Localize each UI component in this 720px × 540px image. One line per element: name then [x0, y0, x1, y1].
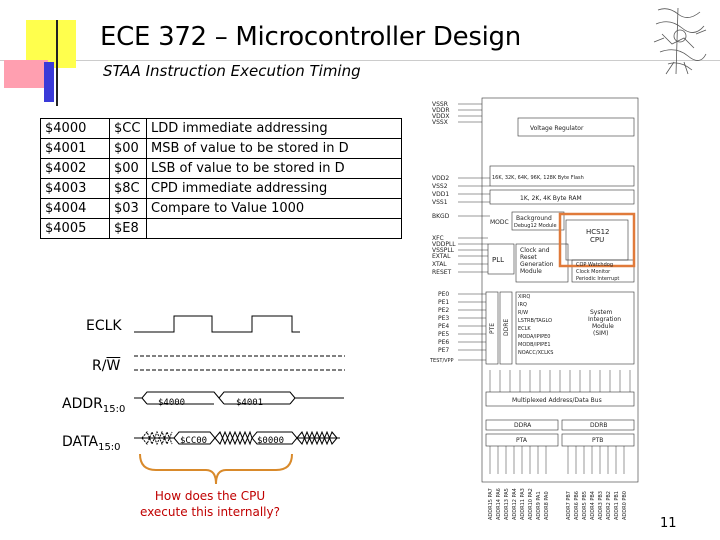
pin-pb0: ADDR0 PB0	[622, 491, 628, 520]
pin-vdd1: VDD1	[432, 191, 450, 198]
ddrb-label: DDRB	[590, 422, 608, 429]
address-cell: $4003	[41, 179, 110, 199]
pin-vdd2: VDD2	[432, 175, 450, 182]
data-value-2: $0000	[257, 436, 285, 446]
pe-signal-lstrb: LSTRB/TAGLO	[518, 318, 553, 324]
pin-pe6: PE6	[438, 339, 450, 346]
pin-pe2: PE2	[438, 307, 450, 314]
ddra-label: DDRA	[514, 422, 532, 429]
periodic-interrupt-label: Periodic Interrupt	[576, 276, 620, 282]
pin-pe0: PE0	[438, 291, 450, 298]
title-rule	[0, 60, 720, 61]
description-cell: Compare to Value 1000	[147, 199, 402, 219]
question-text	[130, 488, 290, 520]
pin-vddr: VDDR	[432, 107, 450, 114]
pe-signal-modb: MODB/IPIPE1	[518, 342, 551, 348]
clock-gen-label-2: Reset	[520, 254, 537, 261]
table-row	[41, 199, 402, 219]
pin-pa1: ADDR9 PA1	[536, 491, 542, 520]
description-cell	[147, 219, 402, 239]
cpu-label-2: CPU	[590, 236, 605, 244]
pin-pa2: ADDR10 PA2	[528, 488, 534, 520]
pe-signal-rw: R/W	[518, 310, 529, 316]
value-cell: $8C	[110, 179, 147, 199]
pin-reset: RESET	[432, 269, 452, 276]
question-line-1: How does the CPU	[154, 489, 266, 503]
address-cell: $4004	[41, 199, 110, 219]
bdm-label-2: Debug12 Module	[514, 223, 557, 229]
address-cell: $4000	[41, 119, 110, 139]
pin-pb4: ADDR4 PB4	[590, 491, 596, 520]
pta-label: PTA	[516, 437, 527, 444]
pin-pb3: ADDR3 PB3	[598, 491, 604, 520]
pin-pe4: PE4	[438, 323, 450, 330]
slide-subtitle: STAA Instruction Execution Timing	[103, 62, 361, 80]
pin-vddpll: VDDPLL	[432, 241, 456, 248]
pin-xfc: XFC	[432, 235, 444, 242]
eclk-label: ECLK	[86, 318, 122, 334]
address-cell: $4001	[41, 139, 110, 159]
clock-gen-label-3: Generation	[520, 261, 554, 268]
ddre-label: DDRE	[503, 318, 510, 336]
sim-label-3: Module	[592, 323, 614, 330]
clock-monitor-label: Clock Monitor	[576, 269, 611, 275]
pe-signal-moda: MODA/IPIPE0	[518, 334, 551, 340]
brace-bracket	[136, 452, 296, 492]
table-row	[41, 139, 402, 159]
address-cell: $4005	[41, 219, 110, 239]
ptb-label: PTB	[592, 437, 604, 444]
ram-label: 1K, 2K, 4K Byte RAM	[520, 195, 582, 202]
bus-label: Multiplexed Address/Data Bus	[512, 397, 602, 404]
table-row	[41, 119, 402, 139]
pin-pa0: ADDR8 PA0	[544, 491, 550, 520]
pte-label: PTE	[489, 322, 496, 334]
table-row	[41, 179, 402, 199]
value-cell: $00	[110, 159, 147, 179]
pin-vss2: VSS2	[432, 183, 448, 190]
value-cell: $03	[110, 199, 147, 219]
pin-vsspll: VSSPLL	[432, 247, 455, 254]
value-cell: $E8	[110, 219, 147, 239]
addr-label: $ADDR_{15:0}$	[62, 396, 126, 415]
pin-pe5: PE5	[438, 331, 450, 338]
addr-value-2: $4001	[236, 398, 264, 408]
mcu-block-diagram	[430, 94, 640, 526]
pin-pb1: ADDR1 PB1	[614, 491, 620, 520]
eclk-waveform	[134, 316, 300, 332]
cpu-label-1: HCS12	[586, 228, 610, 236]
address-cell: $4002	[41, 159, 110, 179]
pin-pe1: PE1	[438, 299, 450, 306]
value-cell: $CC	[110, 119, 147, 139]
pe-signal-irq: IRQ	[518, 302, 527, 308]
pin-vss1: VSS1	[432, 199, 448, 206]
pin-pa3: ADDR11 PA3	[520, 488, 526, 520]
description-cell: LSB of value to be stored in D	[147, 159, 402, 179]
value-cell: $00	[110, 139, 147, 159]
rw-label: $R/\overline{W}$	[92, 358, 121, 374]
pe-signal-xirq: XIRQ	[518, 294, 531, 300]
table-row	[41, 159, 402, 179]
addr-value-1: $4000	[158, 398, 186, 408]
sim-label-1: System	[590, 309, 613, 316]
timing-waveforms	[130, 310, 360, 470]
clock-gen-label-1: Clock and	[520, 247, 550, 254]
pe-signal-eclk: ECLK	[518, 326, 531, 332]
pin-pa5: ADDR13 PA5	[504, 488, 510, 520]
sim-label-2: Integration	[588, 316, 622, 323]
page-number: 11	[660, 516, 677, 531]
pin-test: TEST/VPP	[430, 358, 454, 364]
pin-pa7: ADDR15 PA7	[488, 488, 494, 520]
title-decoration-pink	[4, 60, 48, 88]
pin-pe7: PE7	[438, 347, 450, 354]
university-logo	[648, 4, 712, 80]
pll-label: PLL	[492, 256, 505, 264]
title-decoration-line	[56, 20, 58, 106]
modc-label: MODC	[490, 219, 509, 226]
clock-gen-label-4: Module	[520, 268, 542, 275]
question-line-2: execute this internally?	[140, 505, 280, 519]
data-value-1: $CC00	[180, 436, 208, 446]
description-cell: LDD immediate addressing	[147, 119, 402, 139]
pin-pb6: ADDR6 PB6	[574, 491, 580, 520]
pin-pe3: PE3	[438, 315, 450, 322]
cop-label: COP Watchdog	[576, 262, 614, 268]
pin-vssx: VSSX	[432, 119, 448, 126]
data-bus-invalid	[215, 432, 252, 444]
slide-title: ECE 372 – Microcontroller Design	[100, 22, 521, 52]
pe-signal-noacc: NOACC/XCLKS	[518, 350, 554, 356]
pin-pb5: ADDR5 PB5	[582, 491, 588, 520]
table-row	[41, 219, 402, 239]
pin-pa6: ADDR14 PA6	[496, 488, 502, 520]
pin-vddx: VDDX	[432, 113, 450, 120]
bdm-label-1: Background	[516, 215, 552, 222]
pin-pb7: ADDR7 PB7	[566, 491, 572, 520]
voltage-regulator-label: Voltage Regulator	[530, 125, 584, 132]
sim-label-4: (SIM)	[593, 330, 609, 337]
title-decoration-blue	[44, 62, 54, 102]
pin-pb2: ADDR2 PB2	[606, 491, 612, 520]
flash-label: 16K, 32K, 64K, 96K, 128K Byte Flash	[492, 175, 584, 181]
pin-xtal: XTAL	[432, 261, 447, 268]
pin-extal: EXTAL	[432, 253, 451, 260]
data-label: $DATA_{15:0}$	[62, 434, 121, 453]
pin-vssr: VSSR	[432, 101, 448, 108]
chip-outline	[482, 98, 638, 482]
description-cell: MSB of value to be stored in D	[147, 139, 402, 159]
pin-pa4: ADDR12 PA4	[512, 488, 518, 520]
description-cell: CPD immediate addressing	[147, 179, 402, 199]
instruction-table	[40, 118, 402, 239]
pin-bkgd: BKGD	[432, 213, 450, 220]
